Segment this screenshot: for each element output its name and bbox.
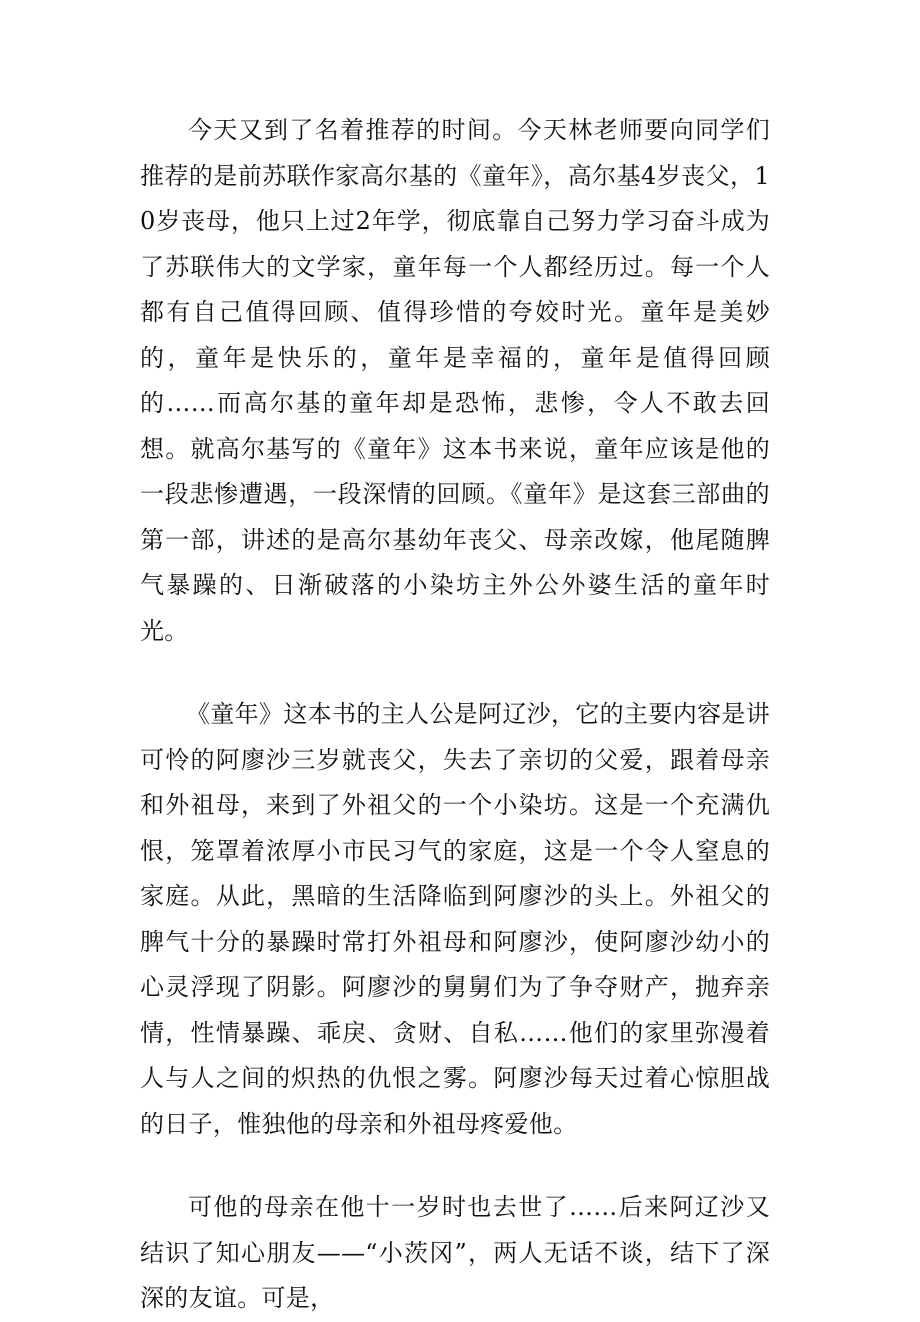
paragraph-1: 今天又到了名着推荐的时间。今天林老师要向同学们推荐的是前苏联作家高尔基的《童年》，高尔基4岁丧父，10岁丧母，他只上过2年学，彻底靠自己努力学习奋斗成为了苏联伟大的文学家，童年每一个人都经历过。每一个人都有自己值得回顾、值得珍惜的夸姣时光。童年是美妙的，童年是快乐的，童年是幸福的，童年是值得回顾的……而高尔基的童年却是恐怖，悲惨，令人不敢去回想。就高尔基写的《童年》这本书来说，童年应该是他的一段悲惨遭遇，一段深情的回顾。《童年》是这套三部曲的第一部，讲述的是高尔基幼年丧父、母亲改嫁，他尾随脾气暴躁的、日渐破落的小染坊主外公外婆生活的童年时光。	[140, 116, 770, 645]
document-body	[140, 108, 770, 1322]
paragraph-3: 可他的母亲在他十一岁时也去世了……后来阿辽沙又结识了知心朋友——“小茨冈”，两人无话不谈，结下了深深的友谊。可是，	[140, 1193, 770, 1312]
paragraph-2: 《童年》这本书的主人公是阿辽沙，它的主要内容是讲可怜的阿廖沙三岁就丧父，失去了亲切的父爱，跟着母亲和外祖母，来到了外祖父的一个小染坊。这是一个充满仇恨，笼罩着浓厚小市民习气的家庭，这是一个令人窒息的家庭。从此，黑暗的生活降临到阿廖沙的头上。外祖父的脾气十分的暴躁时常打外祖母和阿廖沙，使阿廖沙幼小的心灵浮现了阴影。阿廖沙的舅舅们为了争夺财产，抛弃亲情，性情暴躁、乖戾、贪财、自私……他们的家里弥漫着人与人之间的炽热的仇恨之雾。阿廖沙每天过着心惊胆战的日子，惟独他的母亲和外祖母疼爱他。	[140, 700, 770, 1138]
